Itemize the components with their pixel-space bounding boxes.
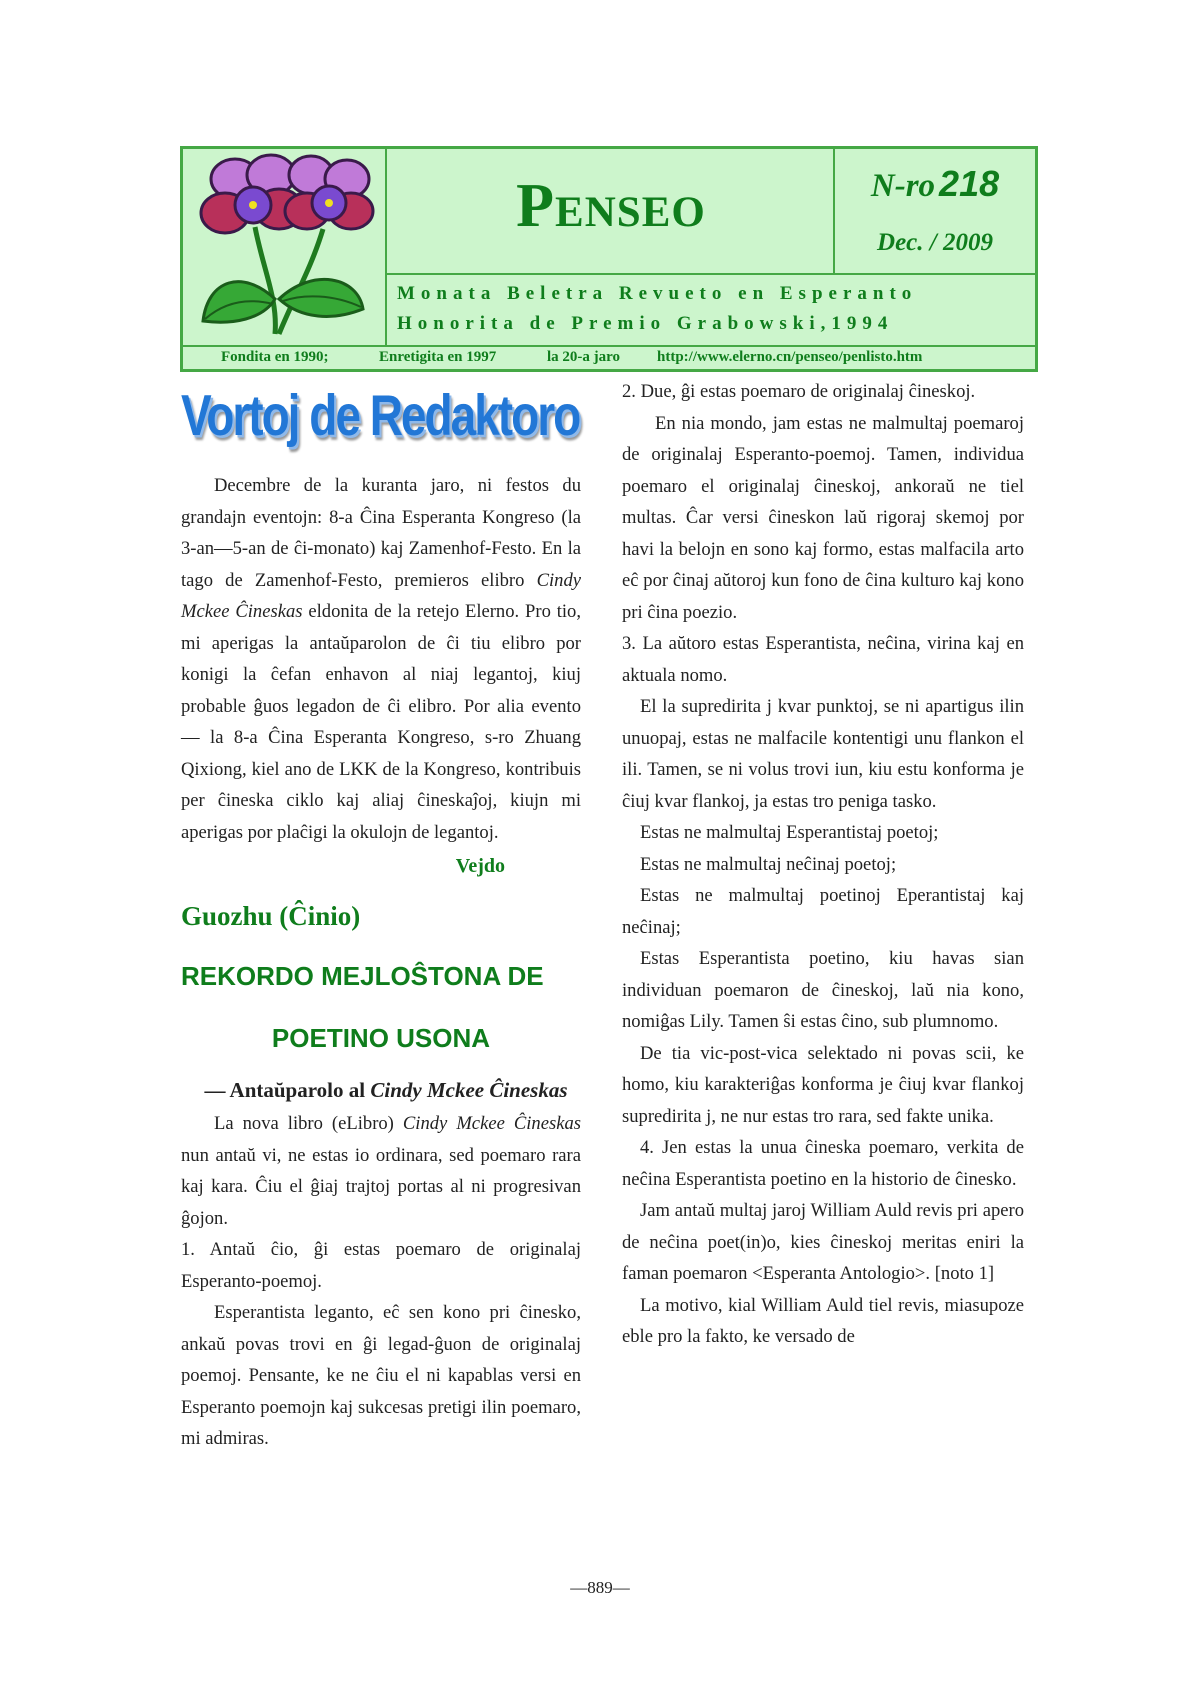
list-item-2: Estas ne malmultaj neĉinaj poetoj;: [640, 853, 897, 875]
article-paragraph-8: La motivo, kial William Auld tiel revis, miasupoze eble pro la fakto, ke versado de: [622, 1294, 1024, 1347]
page-number: —889—: [570, 1578, 630, 1597]
editorial-book-title: Cindy Mckee Ĉineskas: [181, 569, 581, 622]
editorial-paragraph: [181, 470, 581, 848]
subtitle-prefix: — Antaŭparolo al: [204, 1078, 371, 1102]
right-column: [622, 376, 1024, 1353]
masthead: [180, 146, 1038, 372]
registered-text: Enretigita en 1997: [379, 349, 497, 365]
issue-value: 218: [939, 163, 1000, 204]
issue-date: Dec. / 2009: [877, 229, 993, 256]
website-link[interactable]: http://www.elerno.cn/penseo/penlisto.htm: [657, 349, 923, 365]
point-2: 2. Due, ĝi estas poemaro de originalaj ĉineskoj.: [622, 381, 976, 402]
masthead-footer: [183, 345, 1035, 369]
year-text: la 20-a jaro: [547, 349, 621, 365]
editorial-text-2: eldonita de la retejo Elerno. Pro tio, mi aperigas la antaŭparolon de ĉi tiu elibro por konigi la ĉefan enhavon al niaj legantoj, kiuj probable ĝuos legadon de ĉi elibro. Por alia evento — la 8-a Ĉina Esperanta Kongreso, s-ro Zhuang Qixiong, kiel ano de LKK de la Kongreso, kontribuis per ĉineska ciklo kaj aliaj ĉineskaĵoj, kiujn mi aperigas por plaĉigi la okulojn de legantoj.: [181, 601, 581, 843]
magazine-title: Penseo: [516, 172, 706, 240]
list-item-3: Estas ne malmultaj poetinoj Eperantistaj kaj neĉinaj;: [622, 885, 1024, 938]
article-paragraph-7: Jam antaŭ multaj jaroj William Auld revis pri apero de neĉina poet(in)o, kies ĉineskoj meritas eniri la faman poemaron <Esperanta Antologio>. [noto 1]: [622, 1200, 1024, 1284]
editorial-text-1: Decembre de la kuranta jaro, ni festos du grandajn eventojn: 8-a Ĉina Esperanta Kongreso (la 3-an—5-an de ĉi-monato) kaj Zamenhof-Festo. En la tago de Zamenhof-Festo, premieros elibro: [181, 475, 581, 591]
article-paragraph-5: Estas Esperantista poetino, kiu havas sian individuan poemaron de ĉineskoj, laŭ nia kono, nomiĝas Lily. Tamen ŝi estas ĉino, sub plumnomo.: [622, 948, 1024, 1032]
subtitle-line-1: Monata Beletra Revueto en Esperanto: [397, 283, 918, 304]
intro-text-2: nun antaŭ vi, ne estas io ordinara, sed poemaro rara kaj kara. Ĉiu el ĝiaj trajtoj portas al ni progresivan ĝojon.: [181, 1144, 581, 1229]
intro-book-title: Cindy Mckee Ĉineskas: [402, 1113, 581, 1134]
editor-signature: Vejdo: [455, 855, 505, 877]
article-paragraph-3: En nia mondo, jam estas ne malmultaj poemaroj de originalaj Esperanto-poemoj. Tamen, individua poemaro el originalaj ĉineskoj, ankoraŭ ne tiel multas. Ĉar versi ĉineskon laŭ rigoraj skemoj por havi la belojn en sono kaj formo, estas malfacila arto eĉ por ĉinaj aŭtoroj kun fono de ĉina kulturo kaj kono pri ĉina poezio.: [622, 412, 1024, 623]
left-column: [181, 376, 581, 1455]
issue-prefix: N-ro: [870, 168, 936, 204]
article-title-line-2: POETINO USONA: [271, 1023, 491, 1053]
intro-text-1: La nova libro (eLibro): [214, 1113, 403, 1134]
title-cell: [387, 149, 835, 275]
issue-number: [835, 163, 1035, 205]
subtitle-cell: [387, 275, 1035, 345]
point-1: 1. Antaŭ ĉio, ĝi estas poemaro de originalaj Esperanto-poemoj.: [181, 1239, 581, 1292]
point-4: 4. Jen estas la unua ĉineska poemaro, verkita de neĉina Esperantista poetino en la historio de ĉinesko.: [622, 1137, 1024, 1190]
article-title-line-1: REKORDO MEJLOŜTONA DE: [181, 961, 544, 991]
article-paragraph-2: Esperantista leganto, eĉ sen kono pri ĉinesko, ankaŭ povas trovi en ĝi legad-ĝuon de originalaj poemoj. Pensante, ke ne ĉiu el ni kapablas versi en Esperanto poemojn kaj sukcesas pretigi ilin poemaro, mi admiras.: [181, 1302, 581, 1449]
logo-cell: [183, 149, 387, 345]
subtitle-book-title: Cindy Mckee Ĉineskas: [370, 1078, 568, 1102]
point-3: 3. La aŭtoro estas Esperantista, neĉina, virina kaj en aktuala nomo.: [622, 633, 1024, 686]
pansy-flower-icon: [183, 149, 383, 341]
article-author: Guozhu (Ĉinio): [181, 901, 361, 931]
article-subtitle: [181, 1073, 581, 1108]
article-paragraph-4: El la supredirita j kvar punktoj, se ni apartigus ilin unuopaj, estas ne malfacile kontentigi unu flankon el ili. Tamen, se ni volus trovi iun, kiu estu konforma je ĉiuj kvar flankoj, ja estas tro peniga tasko.: [622, 696, 1024, 812]
article-paragraph-6: De tia vic-post-vica selektado ni povas scii, ke homo, kiu karakteriĝas konforma je ĉiuj kvar flankoj supredirita j, ne nur estas tro rara, sed fakte unika.: [622, 1042, 1024, 1127]
founded-text: Fondita en 1990;: [221, 349, 329, 365]
subtitle-line-2: Honorita de Premio Grabowski,1994: [397, 313, 894, 334]
editor-banner: Vortoj de Redaktoro: [181, 382, 580, 448]
list-item-1: Estas ne malmultaj Esperantistaj poetoj;: [640, 822, 939, 843]
issue-cell: [835, 149, 1035, 275]
article-intro: [181, 1108, 581, 1234]
